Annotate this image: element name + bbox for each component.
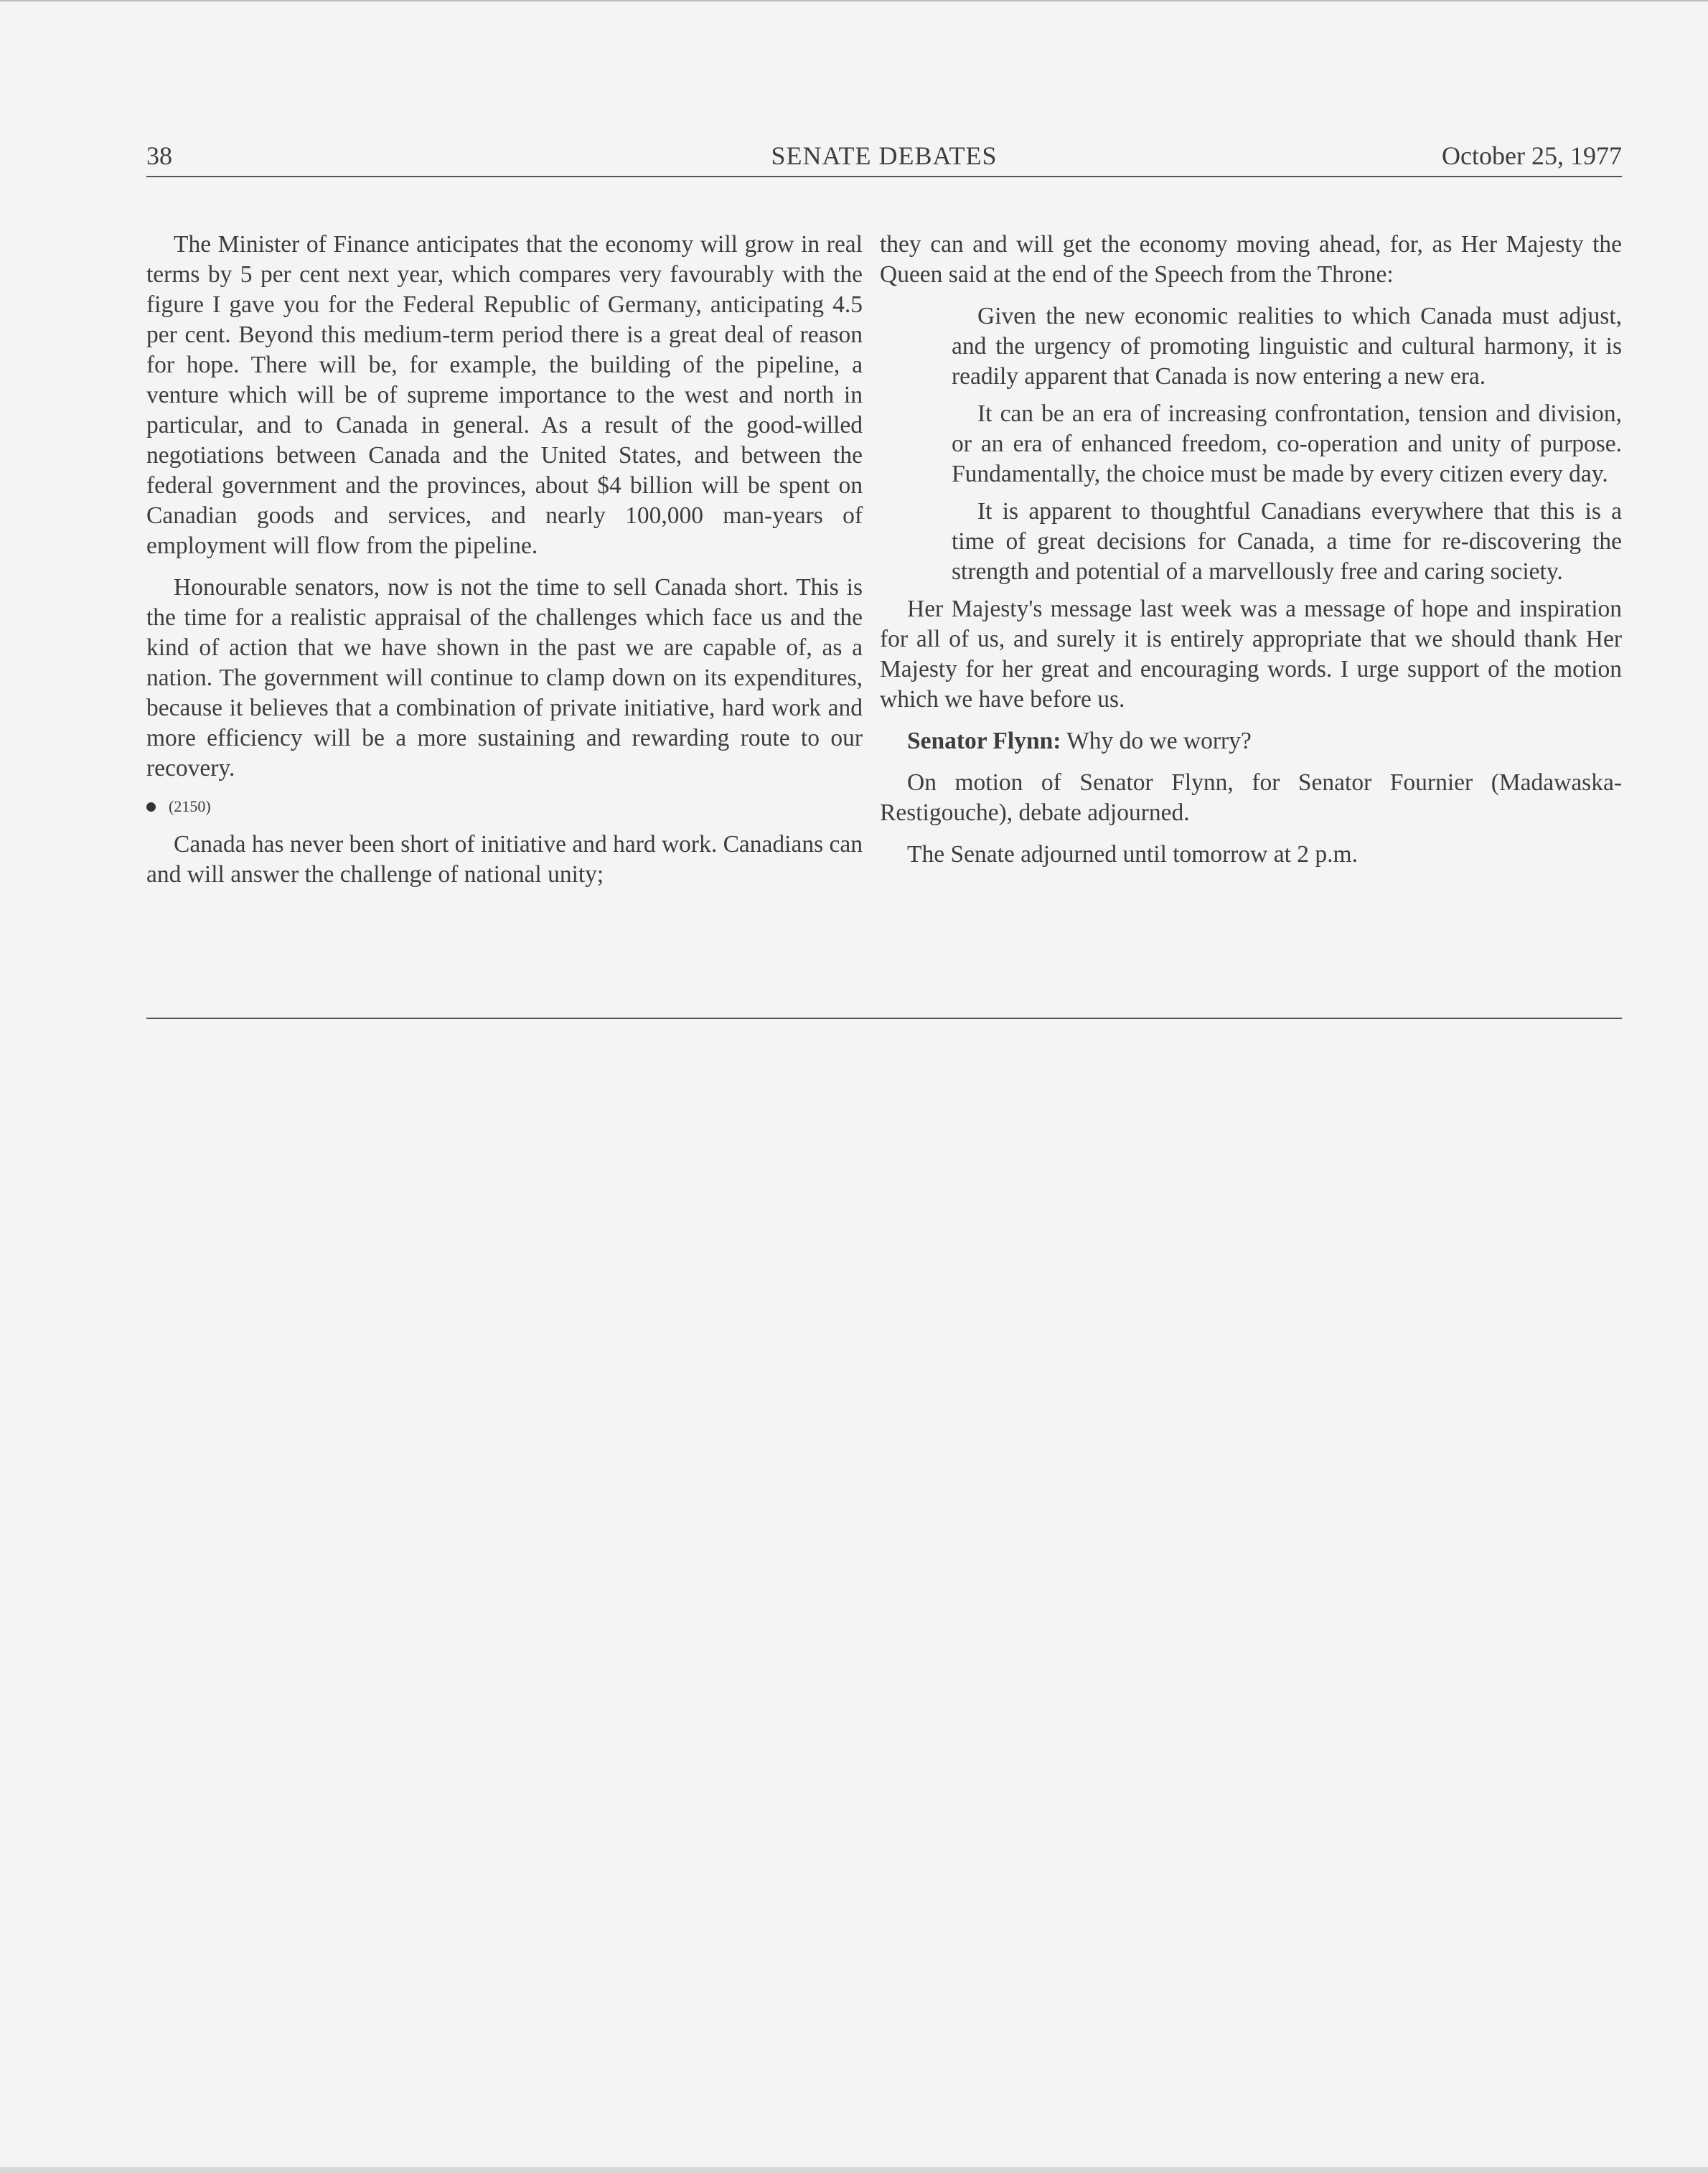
left-column <box>146 230 863 901</box>
quotation-paragraph: It can be an era of increasing confrontation, tension and division, or an era of enhanced freedom, co-operation and unity of purpose. Fundamentally, the choice must be made by every citizen every day. <box>952 400 1622 487</box>
page-header <box>146 141 1622 177</box>
time-marker <box>146 795 863 818</box>
speaker-name: Senator Flynn: <box>907 728 1061 754</box>
paragraph: Her Majesty's message last week was a message of hope and inspiration for all of us, and surely it is entirely appropriate that we should thank Her Majesty for her great and encouraging words. I urge support of the motion which we have before us. <box>880 596 1622 713</box>
page-bottom-edge <box>0 2167 1708 2173</box>
quotation-paragraph: It is apparent to thoughtful Canadians everywhere that this is a time of great decisions for Canada, a time for re-discovering the strength and potential of a marvellously free and caring society. <box>952 498 1622 585</box>
right-column <box>880 230 1622 881</box>
time-marker-text: (2150) <box>169 797 211 815</box>
paragraph: Canada has never been short of initiative and hard work. Canadians can and will answer the challenge of national unity; <box>146 831 863 888</box>
page-top-edge <box>0 0 1708 1</box>
speaker-text: Why do we worry? <box>1061 728 1252 754</box>
bullet-icon <box>146 802 156 812</box>
paragraph: Honourable senators, now is not the time to sell Canada short. This is the time for a realistic appraisal of the challenges which face us and the kind of action that we have shown in the past we are capable of, as a nation. The government will continue to clamp down on its expenditures, because it believes that a combination of private initiative, hard work and more efficiency will be a more sustaining and rewarding route to our recovery. <box>146 574 863 782</box>
paragraph: On motion of Senator Flynn, for Senator Fournier (Madawaska-Restigouche), debate adjourned. <box>880 769 1622 826</box>
header-rule <box>146 176 1622 177</box>
speaker-paragraph <box>880 726 1622 756</box>
header-date: October 25, 1977 <box>1442 141 1622 170</box>
paragraph: The Minister of Finance anticipates that the economy will grow in real terms by 5 per cent next year, which compares very favourably with the figure I gave you for the Federal Republic of Germany, anticipating 4.5 per cent. Beyond this medium-term period there is a great deal of reason for hope. There will be, for example, the building of the pipeline, a venture which will be of supreme importance to the west and north in particular, and to Canada in general. As a result of the good-willed negotiations between Canada and the United States, and between the federal government and the provinces, about $4 billion will be spent on Canadian goods and services, and nearly 100,000 man-years of employment will flow from the pipeline. <box>146 231 863 559</box>
page-number: 38 <box>146 141 172 170</box>
quotation-paragraph: Given the new economic realities to which Canada must adjust, and the urgency of promoting linguistic and cultural harmony, it is readily apparent that Canada is now entering a new era. <box>952 303 1622 390</box>
running-title: SENATE DEBATES <box>771 141 998 170</box>
paragraph: they can and will get the economy moving ahead, for, as Her Majesty the Queen said at the end of the Speech from the Throne: <box>880 231 1622 288</box>
footer-rule <box>146 1018 1622 1019</box>
paragraph: The Senate adjourned until tomorrow at 2 p.m. <box>907 841 1358 868</box>
